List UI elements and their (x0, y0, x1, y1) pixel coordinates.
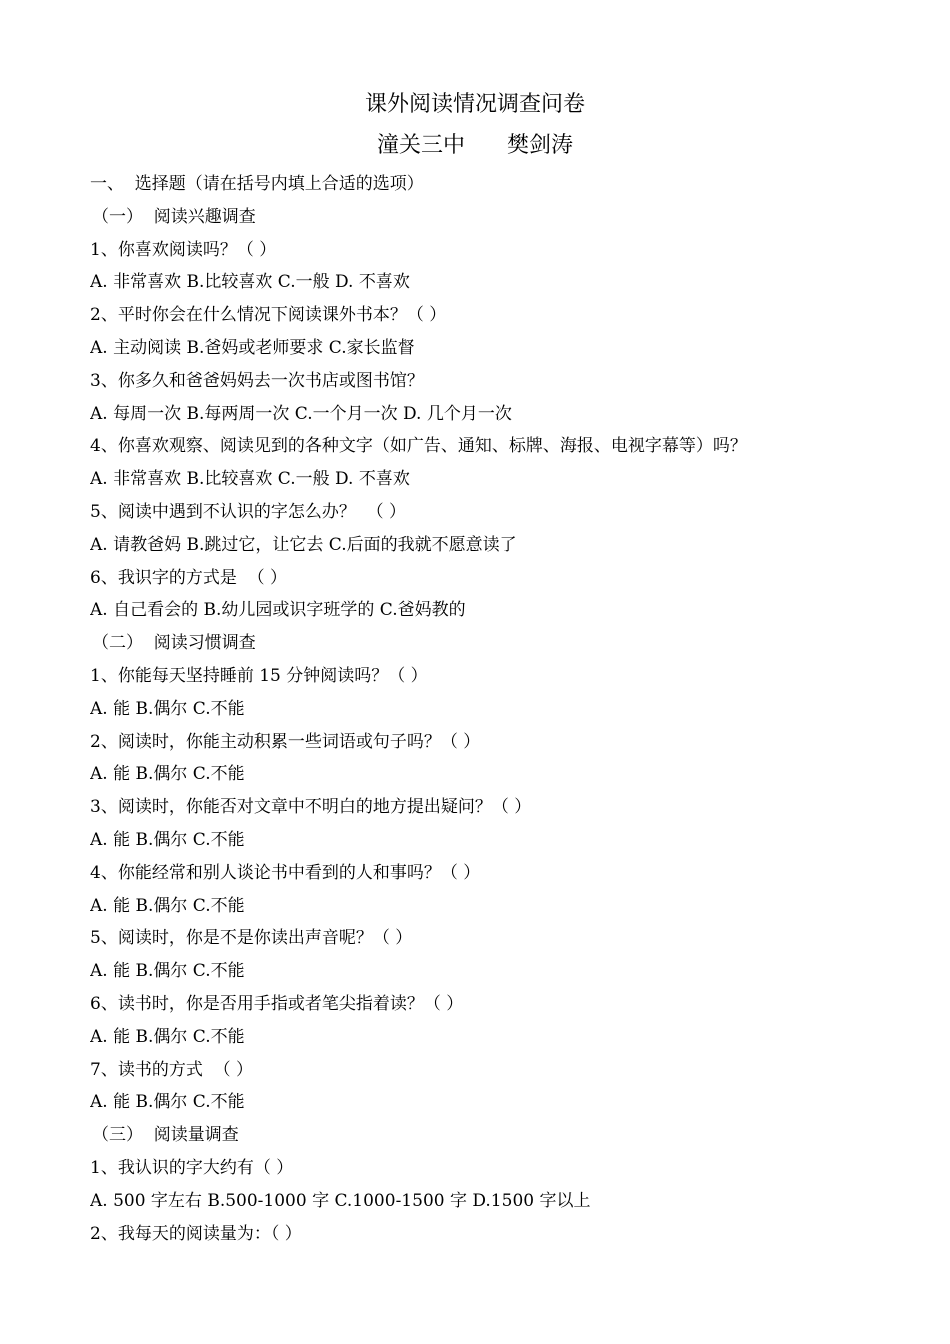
answer-options: A. 主动阅读 B.爸妈或老师要求 C.家长监督 (90, 337, 415, 358)
question-text: 1、我认识的字大约有（ ） (90, 1157, 294, 1178)
question-text: 6、读书时，你是否用手指或者笔尖指着读？（ ） (90, 993, 464, 1014)
question-text: 3、阅读时，你能否对文章中不明白的地方提出疑问？（ ） (90, 797, 532, 818)
answer-options: A. 500 字左右 B.500-1000 字 C.1000-1500 字 D.1500 字以上 (90, 1190, 591, 1211)
question-text: 4、你能经常和别人谈论书中看到的人和事吗？（ ） (90, 862, 481, 883)
answer-options: A. 能 B.偶尔 C.不能 (90, 895, 245, 916)
question-text: 2、平时你会在什么情况下阅读课外书本？（ ） (90, 305, 447, 326)
answer-options: A. 能 B.偶尔 C.不能 (90, 1026, 245, 1047)
question-text: 1、你喜欢阅读吗？（ ） (90, 239, 277, 260)
questionnaire-body (90, 168, 930, 1250)
question-text: 5、阅读时，你是不是你读出声音呢？（ ） (90, 928, 413, 949)
section-heading: （二） 阅读习惯调查 (92, 633, 256, 654)
question-text: 6、我识字的方式是 （ ） (90, 567, 288, 588)
question-text: 7、读书的方式 （ ） (90, 1059, 254, 1080)
answer-options: A. 自己看会的 B.幼儿园或识字班学的 C.爸妈教的 (90, 600, 466, 621)
question-text: 2、阅读时，你能主动积累一些词语或句子吗？（ ） (90, 731, 481, 752)
question-text: 2、我每天的阅读量为：（ ） (90, 1223, 302, 1244)
answer-options: A. 能 B.偶尔 C.不能 (90, 764, 245, 785)
answer-options: A. 非常喜欢 B.比较喜欢 C.一般 D. 不喜欢 (90, 272, 410, 293)
document-title: 课外阅读情况调查问卷 (364, 92, 585, 117)
question-text: 5、阅读中遇到不认识的字怎么办？ （ ） (90, 501, 407, 522)
section-heading: （一） 阅读兴趣调查 (92, 206, 256, 227)
author-line: 潼关三中 樊剑涛 (377, 133, 573, 158)
answer-options: A. 能 B.偶尔 C.不能 (90, 698, 245, 719)
answer-options: A. 每周一次 B.每两周一次 C.一个月一次 D. 几个月一次 (90, 403, 512, 424)
section-heading: （三） 阅读量调查 (92, 1125, 239, 1146)
question-group-heading: 一、 选择题（请在括号内填上合适的选项） (90, 174, 424, 194)
question-text: 1、你能每天坚持睡前 15 分钟阅读吗？（ ） (90, 665, 428, 686)
answer-options: A. 能 B.偶尔 C.不能 (90, 961, 245, 982)
answer-options: A. 请教爸妈 B.跳过它，让它去 C.后面的我就不愿意读了 (90, 534, 517, 555)
answer-options: A. 能 B.偶尔 C.不能 (90, 1092, 245, 1113)
answer-options: A. 能 B.偶尔 C.不能 (90, 829, 245, 850)
question-text: 3、你多久和爸爸妈妈去一次书店或图书馆？ (90, 370, 424, 391)
question-text: 4、你喜欢观察、阅读见到的各种文字（如广告、通知、标牌、海报、电视字幕等）吗？ (90, 436, 747, 457)
answer-options: A. 非常喜欢 B.比较喜欢 C.一般 D. 不喜欢 (90, 469, 410, 490)
